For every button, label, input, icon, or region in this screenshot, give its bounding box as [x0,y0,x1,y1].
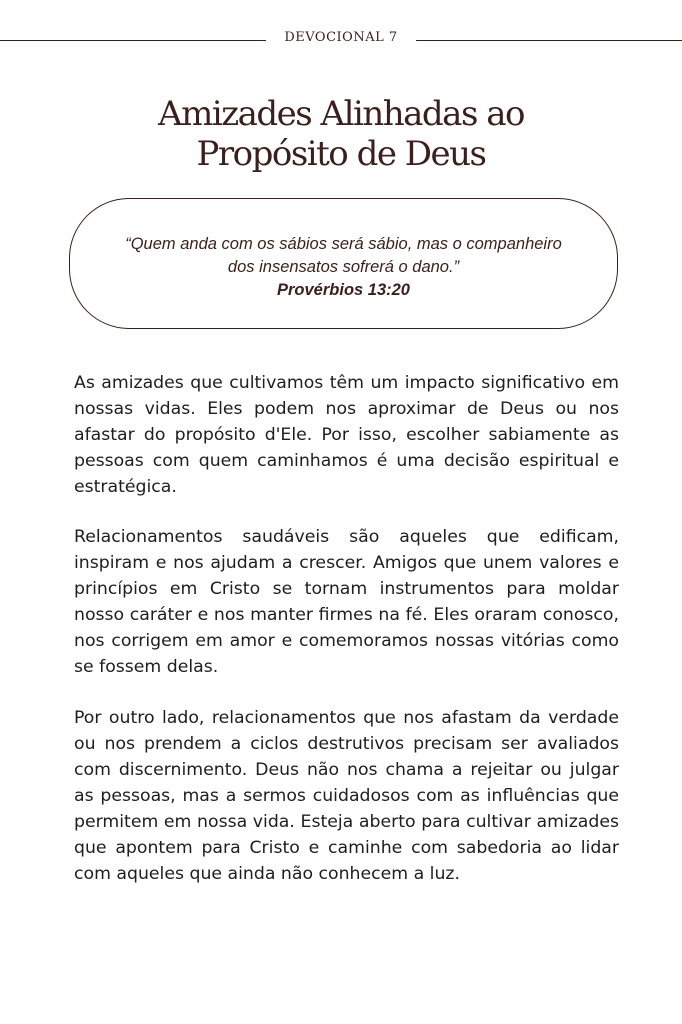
title-line-2: Propósito de Deus [196,134,486,174]
page-title [40,94,642,174]
devotional-label: DEVOCIONAL 7 [284,30,398,45]
body-paragraph-2: Relacionamentos saudáveis são aqueles que edificam, inspiram e nos ajudam a crescer. Amigos que unem valores e princípios em Cristo se tornam instrumentos para moldar nosso caráter e nos manter firmes na fé. Eles oraram conosco, nos corrigem em amor e comemoramos nossas vitórias como se fossem delas. [74,527,619,677]
verse-reference: Provérbios 13:20 [277,281,410,299]
title-line-1: Amizades Alinhadas ao [158,94,524,134]
header-rule-right [416,40,682,41]
header-rule-left [0,40,266,41]
verse-quote-text: “Quem anda com os sábios será sábio, mas o companheiro dos insensatos sofrerá o dano.” [125,235,562,276]
body-paragraph-1: As amizades que cultivamos têm um impacto significativo em nossas vidas. Eles podem nos aproximar de Deus ou nos afastar do propósito d'Ele. Por isso, escolher sabiamente as pessoas com quem caminhamos é uma decisão espiritual e estratégica. [74,373,619,497]
verse-quote-box [69,198,618,329]
body-paragraph-3: Por outro lado, relacionamentos que nos afastam da verdade ou nos prendem a ciclos destrutivos precisam ser avaliados com discernimento. Deus não nos chama a rejeitar ou julgar as pessoas, mas a sermos cuidadosos com as influências que permitem em nossa vida. Esteja aberto para cultivar amizades que apontem para Cristo e caminhe com sabedoria ao lidar com aqueles que ainda não conhecem a luz. [74,708,619,884]
